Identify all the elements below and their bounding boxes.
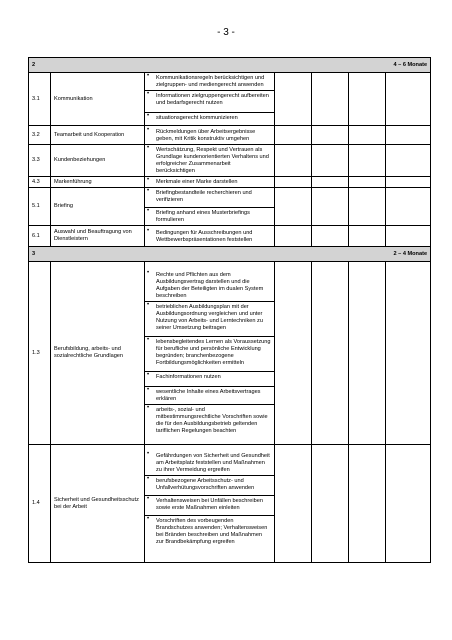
phase-header-row xyxy=(29,58,431,73)
competency-item: • Briefingbestandteile recherchieren und verifizieren xyxy=(145,188,274,208)
empty-cell xyxy=(386,73,431,126)
competency-item: • lebensbegleitendes Lernen als Voraussetzung für berufliche und persönliche Entwicklung begründen; branchenbezogene Fortbildungsmöglichkeiten ermitteln xyxy=(145,337,274,372)
section-topic: Auswahl und Beauftragung von Dienstleistern xyxy=(51,226,145,247)
table-row xyxy=(29,226,431,247)
page-number: - 3 - xyxy=(217,27,235,38)
competency-cell xyxy=(145,126,275,145)
empty-cell xyxy=(349,177,386,188)
competency-cell xyxy=(145,445,275,563)
table-row xyxy=(29,445,431,563)
empty-cell xyxy=(312,126,349,145)
competency-item: • Merkmale einer Marke darstellen xyxy=(145,177,274,187)
competency-cell xyxy=(145,226,275,247)
competency-item: • Verhaltensweisen bei Unfällen beschreiben sowie erste Maßnahmen einleiten xyxy=(145,496,274,516)
competency-item: • berufsbezogene Arbeitsschutz- und Unfallverhütungsvorschriften anwenden xyxy=(145,476,274,496)
section-code: 3.2 xyxy=(29,126,51,145)
section-topic: Berufsbildung, arbeits- und sozialrechtliche Grundlagen xyxy=(51,262,145,445)
table-row xyxy=(29,73,431,126)
empty-cell xyxy=(312,445,349,563)
section-topic: Briefing xyxy=(51,188,145,226)
empty-cell xyxy=(386,177,431,188)
empty-cell xyxy=(386,145,431,177)
empty-cell xyxy=(312,188,349,226)
table-row xyxy=(29,126,431,145)
competency-item: • Vorschriften des vorbeugenden Brandschutzes anwenden; Verhaltensweisen bei Bränden beschreiben und Maßnahmen zur Brandbekämpfung ergreifen xyxy=(145,516,274,556)
empty-cell xyxy=(275,73,312,126)
phase-number: 2 xyxy=(32,61,36,68)
competency-item: • Wertschätzung, Respekt und Vertrauen als Grundlage kundenorientierten Verhaltens und erfolgreicher Zusammenarbeit berücksichtigen xyxy=(145,145,274,176)
phase-header-row xyxy=(29,247,431,262)
section-code: 3.3 xyxy=(29,145,51,177)
competency-item: • betrieblichen Ausbildungsplan mit der Ausbildungsordnung vergleichen und unter Nutzung von Arbeits- und Lerntechniken zu seiner Umsetzung beitragen xyxy=(145,302,274,337)
competency-item: • Rechte und Pflichten aus dem Ausbildungsvertrag darstellen und die Aufgaben der Beteiligten im dualen System beschreiben xyxy=(145,270,274,302)
competency-item: • arbeits-, sozial- und mitbestimmungsrechtliche Vorschriften sowie die für den Ausbildungsbetrieb geltenden tariflichen Regelungen beachten xyxy=(145,405,274,436)
empty-cell xyxy=(349,226,386,247)
empty-cell xyxy=(275,226,312,247)
phase-duration: 4 – 6 Monate xyxy=(393,61,428,68)
section-topic: Kundenbeziehungen xyxy=(51,145,145,177)
competency-item: • Fachinformationen nutzen xyxy=(145,372,274,387)
competency-list xyxy=(145,228,274,245)
section-topic: Sicherheit und Gesundheitsschutz bei der Arbeit xyxy=(51,445,145,563)
empty-cell xyxy=(275,177,312,188)
section-code: 6.1 xyxy=(29,226,51,247)
phase-number: 3 xyxy=(32,250,36,257)
section-code: 1.3 xyxy=(29,262,51,445)
empty-cell xyxy=(312,145,349,177)
competency-list xyxy=(145,73,274,125)
competency-list xyxy=(145,127,274,144)
phase-duration: 2 – 4 Monate xyxy=(393,250,428,257)
phase-header-cell xyxy=(29,58,431,73)
competency-cell xyxy=(145,73,275,126)
table-row xyxy=(29,145,431,177)
competency-cell xyxy=(145,188,275,226)
section-topic: Kommunikation xyxy=(51,73,145,126)
empty-cell xyxy=(275,445,312,563)
section-code: 3.1 xyxy=(29,73,51,126)
empty-cell xyxy=(386,445,431,563)
empty-cell xyxy=(386,262,431,445)
empty-cell xyxy=(349,445,386,563)
competency-item: • Bedingungen für Ausschreibungen und Wettbewerbspräsentationen feststellen xyxy=(145,228,274,245)
empty-cell xyxy=(349,262,386,445)
competency-item: • situationsgerecht kommunizieren xyxy=(145,113,274,125)
competency-item: • Rückmeldungen über Arbeitsergebnisse geben, mit Kritik konstruktiv umgehen xyxy=(145,127,274,144)
empty-cell xyxy=(312,73,349,126)
training-plan-table xyxy=(28,57,431,563)
empty-cell xyxy=(349,145,386,177)
empty-cell xyxy=(275,145,312,177)
section-code: 5.1 xyxy=(29,188,51,226)
competency-list xyxy=(145,177,274,187)
competency-item: • Kommunikationsregeln berücksichtigen und zielgruppen- und mediengerecht anwenden xyxy=(145,73,274,91)
section-topic: Teamarbeit und Kooperation xyxy=(51,126,145,145)
competency-item: • Gefährdungen von Sicherheit und Gesundheit am Arbeitsplatz feststellen und Maßnahmen zu ihrer Vermeidung ergreifen xyxy=(145,451,274,476)
competency-list xyxy=(145,451,274,556)
section-code: 4.3 xyxy=(29,177,51,188)
competency-item: • Briefing anhand eines Musterbriefings formulieren xyxy=(145,208,274,225)
empty-cell xyxy=(386,126,431,145)
empty-cell xyxy=(349,188,386,226)
table-row xyxy=(29,177,431,188)
competency-cell xyxy=(145,262,275,445)
empty-cell xyxy=(275,262,312,445)
empty-cell xyxy=(275,188,312,226)
table-row xyxy=(29,262,431,445)
empty-cell xyxy=(349,126,386,145)
empty-cell xyxy=(386,188,431,226)
competency-list xyxy=(145,270,274,436)
section-code: 1.4 xyxy=(29,445,51,563)
competency-cell xyxy=(145,145,275,177)
empty-cell xyxy=(275,126,312,145)
competency-list xyxy=(145,145,274,176)
competency-item: • Informationen zielgruppengerecht aufbereiten und bedarfsgerecht nutzen xyxy=(145,91,274,113)
empty-cell xyxy=(349,73,386,126)
competency-item: • wesentliche Inhalte eines Arbeitsvertrages erklären xyxy=(145,387,274,405)
phase-header-cell xyxy=(29,247,431,262)
empty-cell xyxy=(312,177,349,188)
table-row xyxy=(29,188,431,226)
empty-cell xyxy=(386,226,431,247)
empty-cell xyxy=(312,226,349,247)
competency-cell xyxy=(145,177,275,188)
section-topic: Markenführung xyxy=(51,177,145,188)
empty-cell xyxy=(312,262,349,445)
competency-list xyxy=(145,188,274,225)
